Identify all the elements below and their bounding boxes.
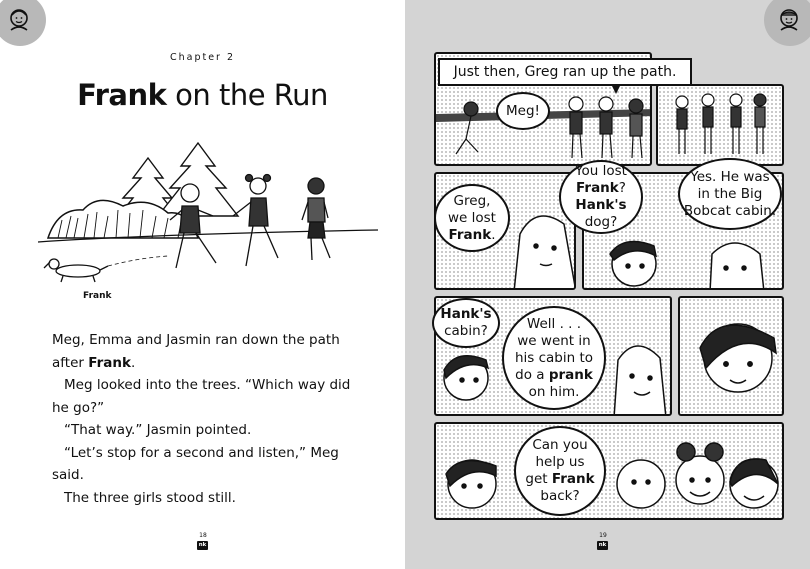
character-face-icon bbox=[776, 6, 802, 32]
bubble-line: ? bbox=[618, 180, 626, 196]
speech-bubble-well-we-went-in bbox=[502, 306, 606, 410]
speech-bubble-meg: Meg! bbox=[496, 92, 550, 130]
narration-caption: Just then, Greg ran up the path. bbox=[438, 58, 692, 86]
bubble-bold: Frank bbox=[551, 471, 595, 487]
bubble-line: back? bbox=[540, 488, 580, 504]
publisher-logo: nk bbox=[598, 542, 607, 548]
bubble-line: do a bbox=[515, 366, 549, 383]
dog-label: Frank bbox=[83, 291, 112, 301]
bubble-line: Yes. He was bbox=[690, 168, 770, 185]
bubble-line: we lost bbox=[448, 209, 496, 226]
comic-panel-2 bbox=[656, 84, 784, 166]
paragraph-2: Meg looked into the trees. “Which way did he go?” bbox=[52, 377, 351, 416]
bubble-bold: prank bbox=[548, 366, 593, 383]
paragraph-5: The three girls stood still. bbox=[64, 489, 236, 506]
bubble-line: on him. bbox=[528, 383, 580, 400]
paragraph-3: “That way.” Jasmin pointed. bbox=[64, 422, 252, 438]
girl-jasmin bbox=[302, 178, 330, 260]
speech-bubble-greg-we-lost-frank bbox=[434, 184, 510, 252]
bubble-line: You lost bbox=[575, 163, 627, 179]
corner-badge-right bbox=[764, 0, 810, 46]
speech-bubble-yes-he-was bbox=[678, 158, 782, 230]
paragraph-1 bbox=[52, 329, 352, 374]
bubble-line: in the Big bbox=[697, 185, 763, 202]
corner-badge-left bbox=[0, 0, 46, 46]
girls-chasing-dog-illustration bbox=[38, 138, 378, 308]
chapter-title bbox=[0, 78, 405, 112]
bubble-line: . bbox=[491, 226, 496, 243]
bubble-line: Well . . . bbox=[526, 315, 582, 332]
bubble-text bbox=[448, 193, 496, 244]
speech-bubble-hanks-cabin bbox=[432, 298, 500, 348]
story-text bbox=[52, 329, 352, 509]
speech-bubble-you-lost-frank bbox=[559, 160, 643, 234]
comic-panel-7 bbox=[434, 422, 784, 520]
bubble-text bbox=[561, 163, 641, 231]
bubble-text bbox=[440, 306, 491, 340]
bubble-line: his cabin to bbox=[514, 349, 594, 366]
paragraph-1-end: . bbox=[130, 354, 136, 371]
bubble-line: dog? bbox=[584, 214, 618, 230]
girl-emma bbox=[233, 175, 278, 267]
bubble-bold: Frank bbox=[448, 226, 492, 243]
bubble-bold: Hank's bbox=[575, 197, 627, 213]
bubble-line: Can you bbox=[532, 437, 588, 453]
panel-2-art bbox=[658, 86, 784, 166]
bubble-line: we went in bbox=[517, 332, 591, 349]
panel-6-art bbox=[680, 298, 784, 416]
bubble-bold: Frank bbox=[576, 180, 619, 196]
publisher-logo: nk bbox=[198, 542, 207, 548]
panel-7-art bbox=[436, 424, 784, 520]
chapter-label: Chapter 2 bbox=[169, 52, 236, 63]
dog-frank bbox=[44, 259, 108, 282]
bubble-line: Bobcat cabin. bbox=[683, 202, 777, 219]
character-face-icon bbox=[6, 6, 32, 32]
bubble-line: Greg, bbox=[453, 192, 491, 209]
bubble-text bbox=[515, 316, 593, 401]
speech-bubble-can-you-help-us bbox=[514, 426, 606, 516]
bubble-bold: Hank's bbox=[440, 306, 492, 322]
bubble-line: cabin? bbox=[444, 323, 488, 339]
page-number: 18 bbox=[199, 532, 207, 539]
bubble-line: help us bbox=[535, 454, 585, 470]
page-number: 19 bbox=[599, 532, 607, 539]
chapter-title-bold: Frank bbox=[77, 78, 167, 112]
motion-lines bbox=[108, 256, 168, 266]
chapter-title-rest: on the Run bbox=[166, 78, 328, 112]
bubble-line: get bbox=[525, 471, 552, 487]
bubble-text bbox=[684, 169, 776, 220]
comic-panel-6 bbox=[678, 296, 784, 416]
paragraph-1-bold: Frank bbox=[88, 354, 131, 371]
paragraph-4: “Let’s stop for a second and listen,” Meg said. bbox=[52, 444, 339, 483]
bubble-text bbox=[525, 437, 594, 505]
paragraph-1-text: Meg, Emma and Jasmin ran down the path after bbox=[52, 332, 340, 371]
